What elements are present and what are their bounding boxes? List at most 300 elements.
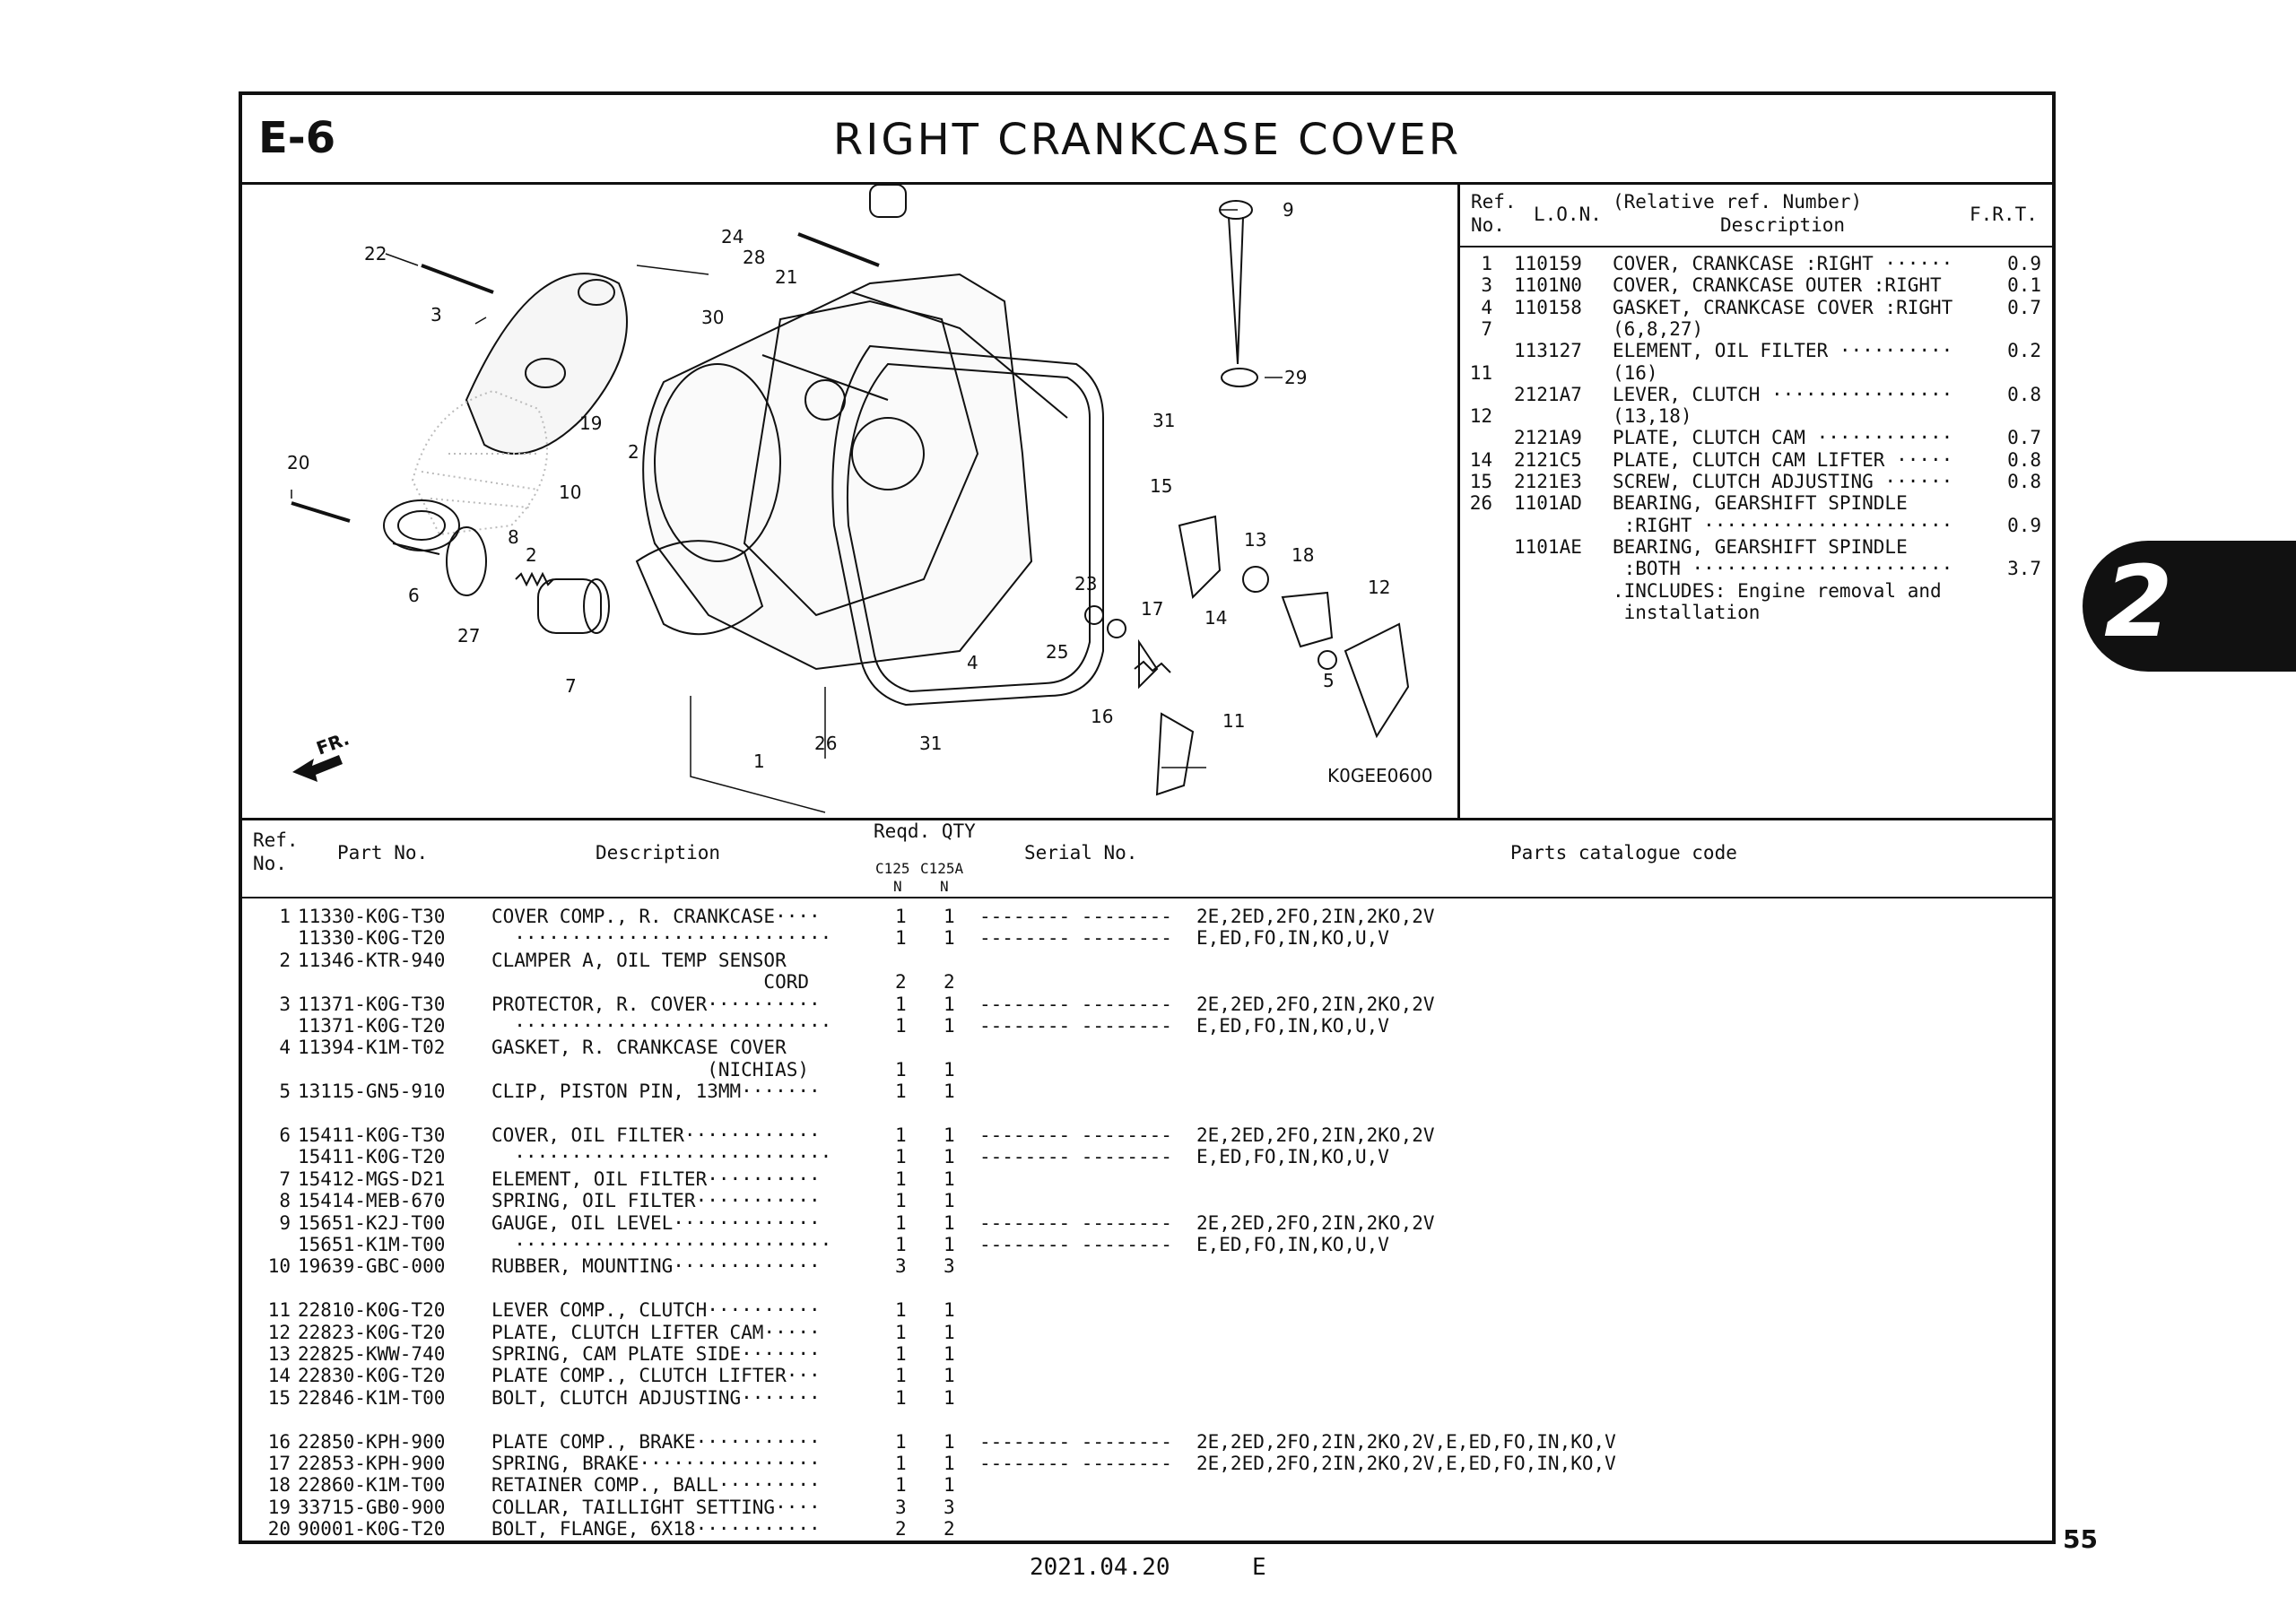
lon-code: 1101AD [1514,492,1582,515]
qty-c125a: 1 [944,993,955,1015]
qty-c125a: 1 [944,1474,955,1497]
part-ref: 5 [279,1081,291,1103]
section-tab-label: 2 [2104,544,2173,659]
lon-ref: 15 [1469,471,1492,492]
table-row [242,1474,2052,1496]
lon-row [1460,558,2052,579]
part-number: 11330-K0G-T30 [298,906,446,927]
part-number: 15651-K2J-T00 [298,1211,446,1234]
part-number: 22860-K1M-T00 [298,1474,446,1497]
lon-description: SCREW, CLUTCH ADJUSTING ······ [1613,471,1953,492]
qty-c125: 1 [895,1299,907,1322]
parts-header-partno: Part No. [337,842,429,864]
part-ref: 3 [279,993,291,1015]
qty-c125a: 1 [944,1015,955,1037]
lon-ref: 12 [1469,405,1492,428]
part-number: 90001-K0G-T20 [298,1518,446,1541]
table-row [242,1190,2052,1211]
lon-row [1460,405,2052,427]
qty-c125a: 1 [944,1234,955,1255]
lon-frt: 0.9 [2007,253,2041,274]
oil-filter-spring [516,574,553,585]
callout-9: 9 [1283,199,1294,221]
lon-ref: 3 [1481,274,1492,297]
callout-23: 23 [1074,573,1098,595]
lon-description: BEARING, GEARSHIFT SPINDLE [1613,492,1908,515]
part-number: 11371-K0G-T30 [298,993,446,1015]
qty-c125a: 1 [944,906,955,927]
part-description: BOLT, CLUTCH ADJUSTING······· [491,1386,821,1409]
part-description: PLATE COMP., BRAKE··········· [491,1430,821,1453]
part-description: COLLAR, TAILLIGHT SETTING···· [491,1496,821,1518]
crankcase-cover [643,274,1067,669]
lon-frt: 0.2 [2007,340,2041,362]
lon-code: 110158 [1514,296,1582,318]
part-description: RUBBER, MOUNTING············· [491,1255,821,1278]
qty-c125: 1 [895,1081,907,1103]
diagram-svg [242,185,1457,818]
qty-c125a: 1 [944,1430,955,1453]
catalogue-code: 2E,2ED,2FO,2IN,2KO,2V [1196,993,1435,1015]
table-row [242,1322,2052,1343]
page-title: RIGHT CRANKCASE COVER [832,115,1462,165]
part-description: CLIP, PISTON PIN, 13MM······· [491,1081,821,1103]
qty-c125a: 1 [944,1167,955,1190]
lon-code: 2121A9 [1514,427,1582,449]
lon-description: ELEMENT, OIL FILTER ·········· [1613,340,1953,362]
qty-c125a: 3 [944,1496,955,1518]
lon-description: LEVER, CLUTCH ················ [1613,383,1953,405]
lon-code: 110159 [1514,253,1582,274]
lon-description: (13,18) [1613,405,1692,428]
front-marker-label: FR. [313,727,352,759]
part-number: 22823-K0G-T20 [298,1321,446,1343]
page-header [242,95,2052,185]
lon-row [1460,318,2052,340]
lon-description: :BOTH ······················· [1613,558,1953,580]
table-row [242,1255,2052,1277]
serial-number: -------- -------- [979,1430,1172,1453]
catalogue-code: 2E,2ED,2FO,2IN,2KO,2V [1196,1124,1435,1146]
catalogue-code: 2E,2ED,2FO,2IN,2KO,2V [1196,906,1435,927]
lon-row [1460,384,2052,405]
serial-number: -------- -------- [979,993,1172,1015]
lon-ref: 14 [1469,448,1492,471]
serial-number: -------- -------- [979,1211,1172,1234]
part-ref: 16 [267,1430,291,1453]
part-ref: 14 [267,1365,291,1387]
callout-15: 15 [1150,475,1173,497]
outer-cover-protector [466,273,627,454]
catalogue-code: 2E,2ED,2FO,2IN,2KO,2V,E,ED,FO,IN,KO,V [1196,1453,1616,1474]
callout-12: 12 [1368,577,1391,598]
qty-c125: 1 [895,1190,907,1212]
lon-header-ref2: No. [1471,214,1505,236]
table-row [242,1059,2052,1081]
table-row [242,1365,2052,1386]
table-row [242,994,2052,1015]
qty-c125a: 1 [944,1386,955,1409]
lon-description: PLATE, CLUTCH CAM LIFTER ····· [1613,448,1953,471]
table-row [242,1146,2052,1167]
callout-29: 29 [1284,367,1308,388]
part-ref: 6 [279,1124,291,1146]
table-row [242,950,2052,971]
qty-c125: 1 [895,906,907,927]
lon-description: GASKET, CRANKCASE COVER :RIGHT [1613,296,1953,318]
lon-header-frt: F.R.T. [1970,204,2038,225]
part-ref: 20 [267,1518,291,1541]
lon-description: PLATE, CLUTCH CAM ············ [1613,427,1953,449]
lon-code: 1101AE [1514,535,1582,558]
part-description: ···························· [491,1015,832,1037]
qty-c125a: 1 [944,1321,955,1343]
part-number: 22850-KPH-900 [298,1430,446,1453]
table-row [242,1497,2052,1518]
qty-c125: 1 [895,1015,907,1037]
catalogue-code: 2E,2ED,2FO,2IN,2KO,2V [1196,1211,1435,1234]
lon-description: :RIGHT ······················ [1613,514,1953,536]
page-frame [239,91,2056,1544]
qty-c125a: 2 [944,1518,955,1541]
callout-27: 27 [457,625,481,647]
lon-code: 2121E3 [1514,471,1582,492]
lon-ref: 26 [1469,492,1492,515]
part-ref: 4 [279,1037,291,1059]
lon-row [1460,253,2052,274]
section-tab [2083,541,2296,672]
callout-14: 14 [1205,607,1228,629]
callout-25: 25 [1046,641,1069,663]
table-row [242,1343,2052,1365]
parts-header-ref2: No. [253,853,287,874]
part-number: 22830-K0G-T20 [298,1365,446,1387]
callout-19: 19 [579,412,603,434]
qty-c125: 1 [895,1365,907,1387]
lon-row [1460,492,2052,514]
part-number: 11346-KTR-940 [298,949,446,971]
lon-frt: 0.8 [2007,383,2041,405]
part-number: 22846-K1M-T00 [298,1386,446,1409]
parts-header-serial: Serial No. [1024,842,1138,864]
parts-header-catalogue: Parts catalogue code [1510,842,1737,864]
lon-description: (16) [1613,361,1658,384]
qty-c125: 1 [895,1430,907,1453]
catalogue-code: E,ED,FO,IN,KO,U,V [1196,1146,1389,1168]
lon-code: 2121A7 [1514,383,1582,405]
part-number: 15411-K0G-T20 [298,1146,446,1168]
table-row [242,1081,2052,1102]
part-ref: 2 [279,949,291,971]
lon-row [1460,427,2052,448]
lon-header-desc1: (Relative ref. Number) [1613,191,1863,213]
qty-c125a: 2 [944,971,955,994]
part-number: 22810-K0G-T20 [298,1299,446,1322]
part-description: COVER COMP., R. CRANKCASE···· [491,906,821,927]
qty-c125a: 1 [944,1146,955,1168]
part-description: BOLT, FLANGE, 6X18··········· [491,1518,821,1541]
part-ref: 17 [267,1453,291,1474]
qty-c125: 1 [895,1343,907,1365]
part-ref: 13 [267,1343,291,1365]
table-row [242,1409,2052,1430]
lon-description: COVER, CRANKCASE :RIGHT ······ [1613,253,1953,274]
part-number: 22853-KPH-900 [298,1453,446,1474]
gauge-o-ring [1222,369,1257,386]
lon-row [1460,274,2052,296]
table-row [242,906,2052,927]
callout-26: 26 [814,733,838,754]
parts-table-header [242,818,2052,898]
lon-header-ref: Ref. [1471,191,1517,213]
part-ref: 18 [267,1474,291,1497]
part-description: ···························· [491,1146,832,1168]
qty-c125: 1 [895,1058,907,1081]
qty-c125: 2 [895,1518,907,1541]
qty-c125: 1 [895,1146,907,1168]
part-description: ···························· [491,927,832,950]
flange-bolt-20 [291,503,350,521]
lon-header-desc2: Description [1720,214,1846,236]
clutch-lifter-parts [1085,516,1408,794]
callout-2b: 2 [526,544,537,566]
lon-ref: 4 [1481,296,1492,318]
part-description: SPRING, BRAKE················ [491,1453,821,1474]
part-description: COVER, OIL FILTER············ [491,1124,821,1146]
qty-c125a: 1 [944,1343,955,1365]
lon-frt: 0.8 [2007,471,2041,492]
callout-31a: 31 [1152,410,1176,431]
qty-c125: 1 [895,993,907,1015]
qty-c125: 1 [895,1124,907,1146]
callout-28: 28 [743,247,766,268]
qty-c125: 3 [895,1496,907,1518]
lon-row [1460,471,2052,492]
lon-row [1460,449,2052,471]
part-number: 11394-K1M-T02 [298,1037,446,1059]
footer-date: 2021.04.20 [1030,1554,1170,1581]
parts-header-description: Description [596,842,721,864]
lon-code: 1101N0 [1514,274,1582,297]
part-description: GASKET, R. CRANKCASE COVER [491,1037,787,1059]
callout-20: 20 [287,452,310,473]
lon-frt: 0.7 [2007,296,2041,318]
exploded-diagram [242,185,1460,818]
lon-description: COVER, CRANKCASE OUTER :RIGHT [1613,274,1942,297]
qty-c125a: 1 [944,1299,955,1322]
lon-ref: 11 [1469,361,1492,384]
part-number: 15411-K0G-T30 [298,1124,446,1146]
part-description: ···························· [491,1234,832,1255]
callout-6: 6 [408,585,420,606]
lon-description: .INCLUDES: Engine removal and [1613,579,1942,602]
catalogue-code: E,ED,FO,IN,KO,U,V [1196,927,1389,950]
table-row [242,1124,2052,1146]
callout-2a: 2 [628,441,639,463]
callout-22: 22 [364,243,387,265]
qty-c125a: 1 [944,1081,955,1103]
lon-frt: 0.1 [2007,274,2041,297]
lon-frt: 0.9 [2007,514,2041,536]
lon-table-header [1460,185,2052,247]
serial-number: -------- -------- [979,1124,1172,1146]
lon-row [1460,297,2052,318]
oil-level-gauge [1220,201,1252,364]
catalogue-code: E,ED,FO,IN,KO,U,V [1196,1015,1389,1037]
lon-row [1460,515,2052,536]
part-description: LEVER COMP., CLUTCH·········· [491,1299,821,1322]
callout-7: 7 [565,675,577,697]
table-row [242,1278,2052,1299]
part-description: PROTECTOR, R. COVER·········· [491,993,821,1015]
table-row [242,927,2052,949]
qty-c125: 3 [895,1255,907,1278]
table-row [242,1387,2052,1409]
part-description: SPRING, CAM PLATE SIDE······· [491,1343,821,1365]
lon-row [1460,362,2052,384]
qty-c125a: 1 [944,1453,955,1474]
qty-c125: 1 [895,1321,907,1343]
callout-4: 4 [967,652,978,673]
part-ref: 8 [279,1190,291,1212]
lon-description: (6,8,27) [1613,317,1704,340]
part-ref: 1 [279,906,291,927]
o-ring [447,527,486,595]
part-description: SPRING, OIL FILTER··········· [491,1190,821,1212]
lon-frt: 3.7 [2007,558,2041,580]
part-ref: 19 [267,1496,291,1518]
part-ref: 12 [267,1321,291,1343]
part-description: PLATE COMP., CLUTCH LIFTER··· [491,1365,821,1387]
callout-16: 16 [1091,706,1114,727]
table-row [242,1015,2052,1037]
qty-c125: 1 [895,1386,907,1409]
part-description: RETAINER COMP., BALL········· [491,1474,821,1497]
lon-description: installation [1613,601,1761,623]
serial-number: -------- -------- [979,1453,1172,1474]
lon-ref: 1 [1481,253,1492,274]
part-number: 22825-KWW-740 [298,1343,446,1365]
table-row [242,1518,2052,1540]
callout-21: 21 [775,266,798,288]
parts-header-model2-sub: N [940,878,949,895]
part-description: (NICHIAS) [491,1058,810,1081]
callout-1: 1 [753,751,765,772]
page-number: 55 [2063,1524,2098,1554]
part-ref: 11 [267,1299,291,1322]
front-marker [292,727,352,782]
qty-c125: 1 [895,1234,907,1255]
flange-bolt-22 [422,265,493,292]
serial-number: -------- -------- [979,927,1172,950]
qty-c125: 2 [895,971,907,994]
callout-17: 17 [1141,598,1164,620]
callout-31b: 31 [919,733,943,754]
qty-c125a: 1 [944,1124,955,1146]
lon-frt: 0.8 [2007,448,2041,471]
qty-c125a: 1 [944,1058,955,1081]
part-number: 15412-MGS-D21 [298,1167,446,1190]
part-description: ELEMENT, OIL FILTER·········· [491,1167,821,1190]
lon-table [1460,185,2052,818]
qty-c125: 1 [895,1211,907,1234]
parts-header-model1-sub: N [893,878,902,895]
part-description: GAUGE, OIL LEVEL············· [491,1211,821,1234]
part-number: 33715-GB0-900 [298,1496,446,1518]
figure-code: K0GEE0600 [1327,765,1433,786]
lon-frt: 0.7 [2007,427,2041,449]
parts-header-model1: C125 [875,860,910,877]
part-number: 19639-GBC-000 [298,1255,446,1278]
lon-code: 113127 [1514,340,1582,362]
lon-description: BEARING, GEARSHIFT SPINDLE [1613,535,1908,558]
part-number: 15414-MEB-670 [298,1190,446,1212]
catalogue-code: 2E,2ED,2FO,2IN,2KO,2V,E,ED,FO,IN,KO,V [1196,1430,1616,1453]
qty-c125a: 1 [944,1190,955,1212]
parts-header-qty: Reqd. QTY [874,820,976,842]
footer-edition: E [1252,1554,1266,1581]
table-row [242,1037,2052,1058]
part-ref: 7 [279,1167,291,1190]
callout-24: 24 [721,226,744,247]
qty-c125a: 1 [944,1365,955,1387]
table-row [242,1234,2052,1255]
callout-8: 8 [508,526,519,548]
lon-header-lon: L.O.N. [1534,204,1602,225]
table-row [242,1103,2052,1124]
part-ref: 10 [267,1255,291,1278]
table-row [242,1212,2052,1234]
lon-ref: 7 [1481,317,1492,340]
callout-10: 10 [559,482,582,503]
callout-18: 18 [1292,544,1315,566]
qty-c125a: 3 [944,1255,955,1278]
part-description: CORD [491,971,810,994]
qty-c125a: 1 [944,927,955,950]
flange-bolt-21 [798,234,879,265]
callout-5: 5 [1323,670,1335,691]
table-row [242,1431,2052,1453]
qty-c125: 1 [895,1453,907,1474]
part-number: 11371-K0G-T20 [298,1015,446,1037]
lon-code: 2121C5 [1514,448,1582,471]
part-ref: 9 [279,1211,291,1234]
qty-c125: 1 [895,927,907,950]
qty-c125: 1 [895,1167,907,1190]
callout-13: 13 [1244,529,1267,551]
table-row [242,971,2052,993]
serial-number: -------- -------- [979,1015,1172,1037]
part-number: 13115-GN5-910 [298,1081,446,1103]
section-code: E-6 [258,113,336,163]
part-ref: 15 [267,1386,291,1409]
part-description: CLAMPER A, OIL TEMP SENSOR [491,949,787,971]
serial-number: -------- -------- [979,906,1172,927]
callout-30: 30 [701,307,725,328]
parts-header-ref: Ref. [253,829,299,851]
qty-c125a: 1 [944,1211,955,1234]
callout-3: 3 [430,304,442,325]
table-row [242,1453,2052,1474]
table-row [242,1299,2052,1321]
table-row [242,1168,2052,1190]
catalogue-code: E,ED,FO,IN,KO,U,V [1196,1234,1389,1255]
qty-c125: 1 [895,1474,907,1497]
callout-11: 11 [1222,710,1246,732]
parts-header-model2: C125A [920,860,964,877]
lon-row [1460,536,2052,558]
part-number: 11330-K0G-T20 [298,927,446,950]
